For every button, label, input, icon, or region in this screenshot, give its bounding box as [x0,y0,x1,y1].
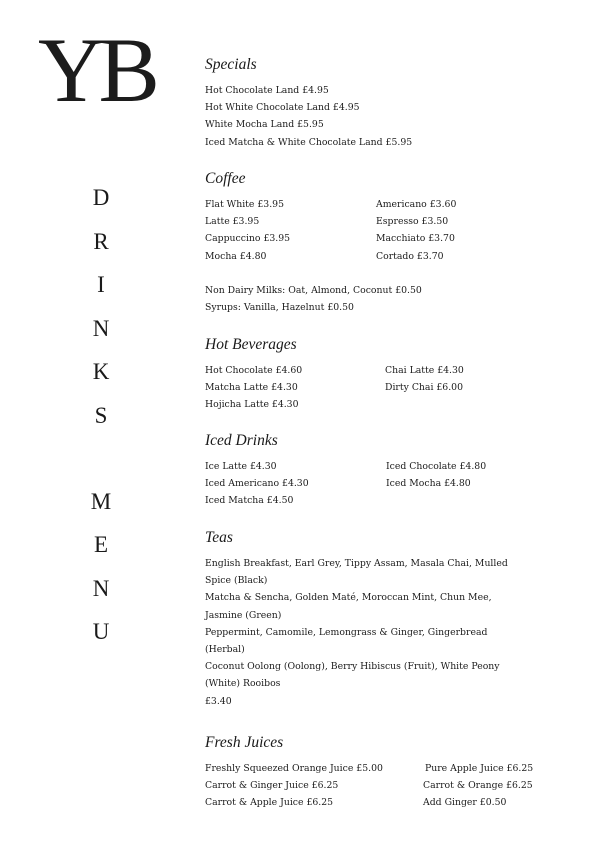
section-title: Hot Beverages [205,336,297,353]
menu-row [205,794,565,811]
menu-item: Macchiato £3.70 [376,233,455,245]
section-specials [205,56,565,151]
menu-item: Dirty Chai £6.00 [385,382,464,394]
menu-extra: Non Dairy Milks: Oat, Almond, Coconut £0.50 [205,284,422,296]
menu-item: Iced Matcha £4.50 [205,495,294,507]
menu-row [205,379,565,396]
title-letter: E [93,532,109,558]
menu-item: Iced Mocha £4.80 [386,478,471,490]
menu-row [205,230,565,247]
menu-item: Pure Apple Juice £6.25 [425,763,534,774]
title-letter: N [92,575,110,601]
menu-item: Latte £3.95 [205,216,260,228]
section-fresh-juices [205,734,565,812]
section-title: Iced Drinks [205,432,278,449]
menu-row [205,475,565,492]
menu-row [205,213,565,230]
menu-row [205,760,565,777]
title-letter: K [92,359,110,385]
section-title: Coffee [205,170,246,187]
menu-item: Hot Chocolate £4.60 [205,365,303,376]
menu-item: Cappuccino £3.95 [205,233,291,245]
menu-extra: Syrups: Vanilla, Hazelnut £0.50 [205,301,354,313]
tea-line: (Herbal) [205,644,245,656]
vertical-drinks-menu-title [84,176,118,654]
title-letter: S [94,402,108,428]
section-iced-drinks [205,432,565,510]
title-letter: I [97,272,105,298]
menu-row [205,777,565,794]
tea-line: English Breakfast, Earl Grey, Tippy Assam, Masala Chai, Mulled [205,558,508,569]
section-teas [205,529,565,710]
menu-item: Iced Matcha & White Chocolate Land £5.95 [205,136,413,148]
menu-item: Hojicha Latte £4.30 [205,399,299,411]
tea-line: Matcha & Sencha, Golden Maté, Moroccan Mint, Chun Mee, [205,592,492,604]
menu-item: Espresso £3.50 [376,216,449,228]
section-title: Teas [205,529,233,546]
menu-item: Americano £3.60 [376,199,457,210]
tea-line: Peppermint, Camomile, Lemongrass & Ginger, Gingerbread [205,626,488,638]
menu-item: Add Ginger £0.50 [423,797,507,809]
menu-row [205,458,565,475]
menu-item: Hot White Chocolate Land £4.95 [205,102,360,114]
menu-row [205,248,565,265]
tea-line: (White) Rooibos [205,678,281,690]
menu-item: Cortado £3.70 [376,250,444,262]
logo: YB [38,19,154,121]
section-hot-beverages [205,336,565,414]
menu-item: Iced Chocolate £4.80 [386,461,487,472]
menu-row [205,196,565,213]
section-title: Fresh Juices [205,734,284,751]
title-letter: M [90,488,112,514]
menu-item: White Mocha Land £5.95 [205,119,324,131]
menu-item: Mocha £4.80 [205,250,267,262]
tea-price: £3.40 [205,695,232,707]
tea-line: Jasmine (Green) [205,609,282,621]
menu-item: Carrot & Orange £6.25 [423,780,533,792]
title-letter: R [93,228,109,254]
title-letter: D [92,185,110,210]
menu-item: Carrot & Apple Juice £6.25 [205,797,334,809]
tea-line: Spice (Black) [205,575,268,587]
menu-item: Ice Latte £4.30 [205,461,277,472]
tea-line: Coconut Oolong (Oolong), Berry Hibiscus (Fruit), White Peony [205,661,500,673]
menu-row [205,362,565,379]
menu-item: Chai Latte £4.30 [385,365,464,376]
menu-item: Flat White £3.95 [205,199,284,210]
menu-item: Hot Chocolate Land £4.95 [205,85,329,96]
title-letter: N [92,315,110,341]
menu-item: Freshly Squeezed Orange Juice £5.00 [205,763,383,774]
menu-item: Matcha Latte £4.30 [205,382,298,394]
menu-item: Iced Americano £4.30 [205,478,309,490]
title-letter: U [92,619,110,645]
menu-row [205,492,565,509]
section-title: Specials [205,56,257,73]
menu-item: Carrot & Ginger Juice £6.25 [205,780,339,792]
menu-row [205,396,565,413]
section-coffee [205,170,565,316]
